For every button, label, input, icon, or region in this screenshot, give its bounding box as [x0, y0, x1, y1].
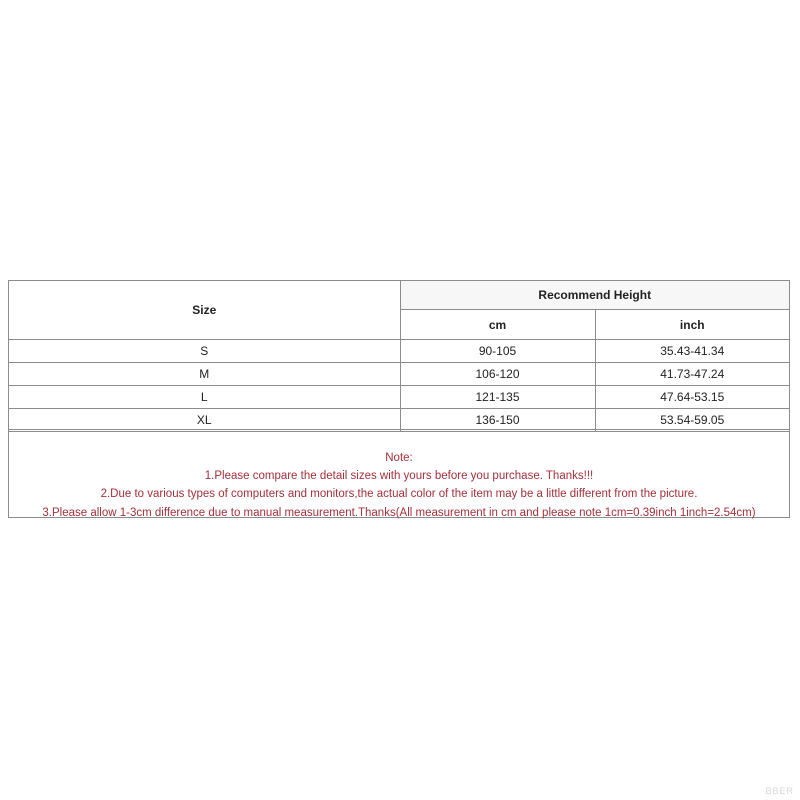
size-cell: S [9, 340, 400, 363]
cm-column-header: cm [400, 310, 595, 340]
size-cell: L [9, 386, 400, 409]
size-chart [8, 280, 790, 518]
inch-cell: 53.54-59.05 [595, 409, 789, 432]
table-row [9, 363, 789, 386]
cm-cell: 106-120 [400, 363, 595, 386]
watermark: BBER [765, 786, 794, 796]
size-column-header: Size [9, 281, 400, 340]
inch-cell: 41.73-47.24 [595, 363, 789, 386]
inch-cell: 47.64-53.15 [595, 386, 789, 409]
note-line: 1.Please compare the detail sizes with yours before you purchase. Thanks!!! [204, 470, 594, 483]
size-cell: XL [9, 409, 400, 432]
cm-cell: 90-105 [400, 340, 595, 363]
size-table [9, 281, 789, 432]
cm-cell: 136-150 [400, 409, 595, 432]
table-row [9, 340, 789, 363]
size-cell: M [9, 363, 400, 386]
inch-cell: 35.43-41.34 [595, 340, 789, 363]
note-title: Note: [385, 452, 413, 464]
recommend-height-header: Recommend Height [400, 281, 789, 310]
notes-section [9, 429, 789, 517]
table-row [9, 386, 789, 409]
note-line: 3.Please allow 1-3cm difference due to manual measurement.Thanks(All measurement in cm and please note 1cm=0.39inch 1inch=2.54cm) [42, 506, 756, 519]
inch-column-header: inch [595, 310, 789, 340]
cm-cell: 121-135 [400, 386, 595, 409]
note-line: 2.Due to various types of computers and monitors,the actual color of the item may be a little different from the picture. [100, 488, 698, 501]
